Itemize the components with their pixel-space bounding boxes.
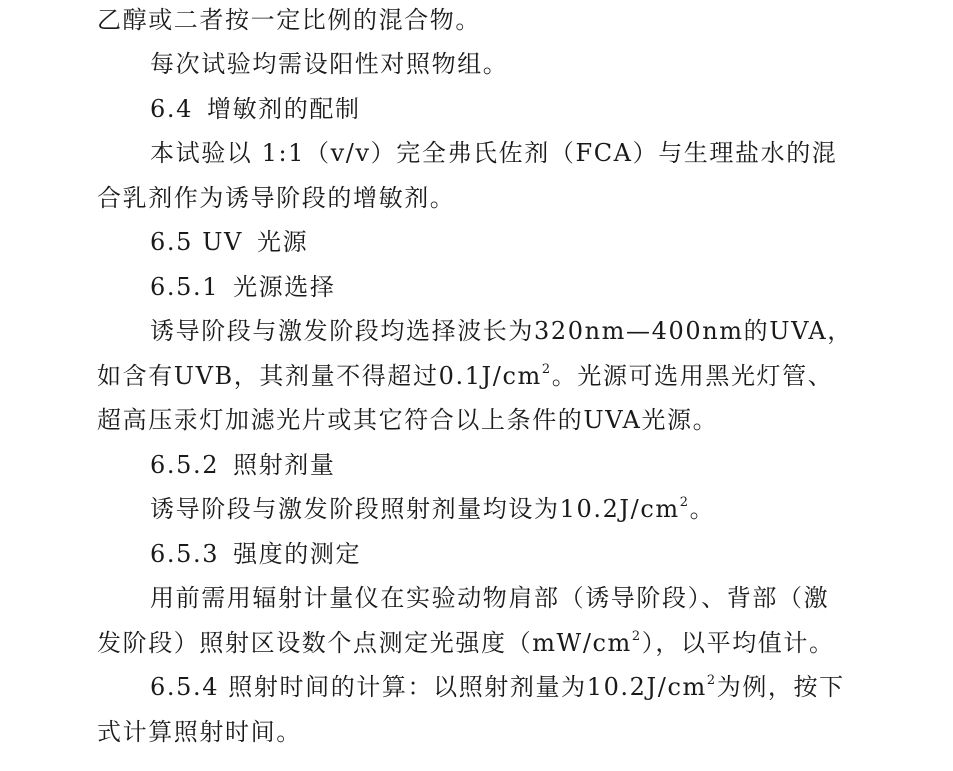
section-number: 6.5.3: [150, 540, 220, 568]
section-heading: [150, 220, 853, 264]
section-number: 6.4: [150, 95, 193, 123]
paragraph-line: 合乳剂作为诱导阶段的增敏剂。: [97, 184, 456, 212]
paragraph-line: 诱导阶段与激发阶段照射剂量均设为$10.2J/cm^2$。: [150, 495, 716, 523]
subsection-heading: [150, 443, 853, 487]
paragraph-line: 如含有UVB，其剂量不得超过$0.1J/cm^2$。光源可选用黑光灯管、: [97, 362, 834, 390]
section-number: 6.5 UV: [150, 228, 243, 256]
paragraph-line: 超高压汞灯加滤光片或其它符合以上条件的UVA光源。: [97, 406, 719, 434]
section-title: 照射剂量: [233, 451, 336, 479]
section-number: 6.5.2: [150, 451, 220, 479]
section-title: 光源: [256, 228, 309, 256]
paragraph-line: 式计算照射时间。: [97, 718, 302, 746]
paragraph-line: 6.5.4 照射时间的计算：以照射剂量为$10.2J/cm^2$为例，按下: [150, 673, 845, 701]
paragraph-line: 发阶段）照射区设数个点测定光强度$(mW/cm^2)$，以平均值计。: [97, 629, 835, 657]
paragraph-line: 诱导阶段与激发阶段均选择波长为320nm—400nm的UVA，: [150, 317, 853, 345]
paragraph-line: 本试验以 1:1（v/v）完全弗氏佐剂（FCA）与生理盐水的混: [150, 139, 838, 167]
paragraph-line: 乙醇或二者按一定比例的混合物。: [97, 6, 481, 34]
section-title: 光源选择: [233, 273, 336, 301]
paragraph-line: 每次试验均需设阳性对照物组。: [150, 50, 509, 78]
section-title: 增敏剂的配制: [206, 95, 361, 123]
subsection-heading: [150, 265, 853, 309]
paragraph-line: 用前需用辐射计量仪在实验动物肩部（诱导阶段）、背部（激: [150, 584, 830, 612]
section-number: 6.5.1: [150, 273, 220, 301]
section-heading: [150, 87, 853, 131]
section-title: 强度的测定: [233, 540, 362, 568]
subsection-heading: [150, 532, 853, 576]
